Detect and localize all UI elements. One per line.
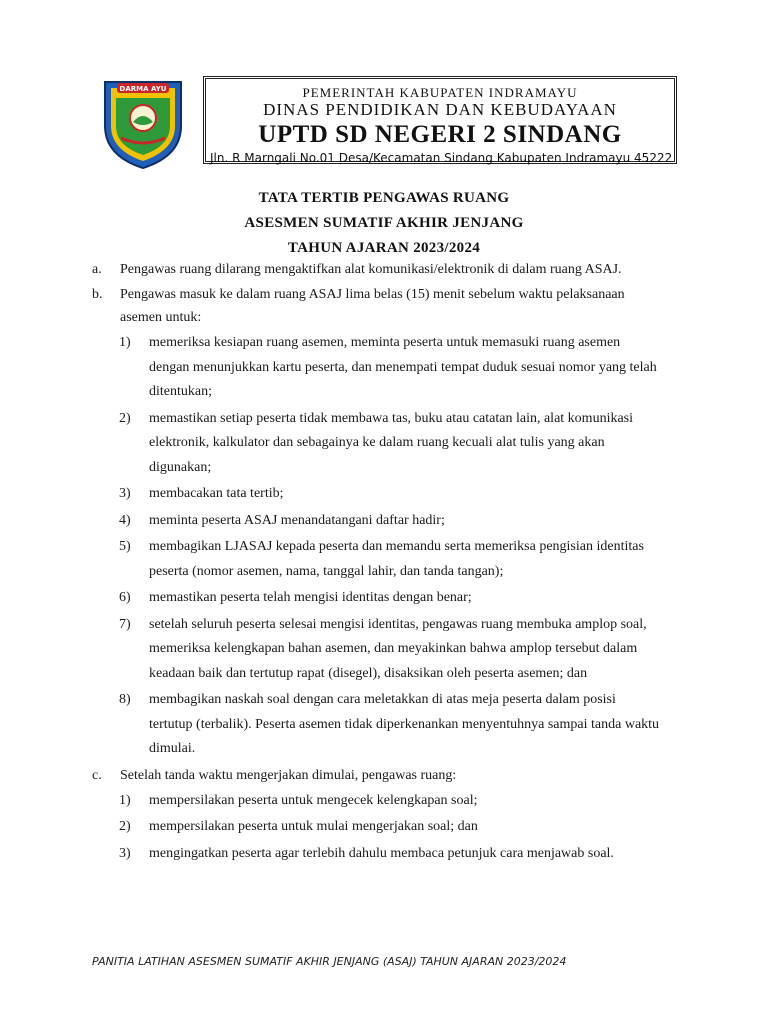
item-number: 5) xyxy=(119,539,131,554)
rule-item xyxy=(92,688,662,762)
item-number: 8) xyxy=(119,692,131,707)
item-text: memastikan peserta telah mengisi identitas dengan benar; xyxy=(149,590,472,605)
item-number: 4) xyxy=(119,512,131,528)
item-text: setelah seluruh peserta selesai mengisi identitas, pengawas ruang membuka amplop soal, memeriksa kelengkapan bahan asemen, dan meyakinkan bahwa amplop tersebut dalam keadaan baik dan tertutup rapat (disegel), disaksikan oleh peserta asemen; dan xyxy=(149,616,647,681)
item-number: 2) xyxy=(119,410,131,426)
item-number: 6) xyxy=(119,590,131,605)
footer-text: PANITIA LATIHAN ASESMEN SUMATIF AKHIR JENJANG (ASAJ) TAHUN AJARAN 2023/2024 xyxy=(92,955,567,968)
letterhead-text-box xyxy=(203,76,677,164)
government-name: PEMERINTAH KABUPATEN INDRAMAYU xyxy=(302,85,578,100)
section-text: Pengawas masuk ke dalam ruang ASAJ lima belas (15) menit sebelum waktu pelaksanaan asemen untuk: xyxy=(120,287,625,325)
document-title xyxy=(0,186,768,261)
item-text: membagikan naskah soal dengan cara meletakkan di atas meja peserta dalam posisi tertutup (terbalik). Peserta asemen tidak diperkenankan menyentuhnya sampai tanda waktu dimulai. xyxy=(149,692,660,756)
item-number: 3) xyxy=(119,486,131,501)
rule-item xyxy=(92,789,662,814)
section-label: c. xyxy=(92,767,102,783)
item-text: mempersilakan peserta untuk mulai mengerjakan soal; dan xyxy=(149,819,478,834)
item-number: 3) xyxy=(119,845,131,861)
section-label: b. xyxy=(92,287,103,302)
regency-emblem-icon xyxy=(95,74,191,170)
title-line-2: ASESMEN SUMATIF AKHIR JENJANG xyxy=(244,215,524,231)
rule-item xyxy=(92,331,662,405)
item-text: memeriksa kesiapan ruang asemen, meminta peserta untuk memasuki ruang asemen dengan menunjukkan kartu peserta, dan menempati tempat duduk sesuai nomor yang telah ditentukan; xyxy=(149,335,657,399)
rule-section xyxy=(92,258,662,281)
rule-item xyxy=(92,842,662,867)
item-number: 2) xyxy=(119,819,131,834)
item-number: 7) xyxy=(119,616,131,632)
item-text: membacakan tata tertib; xyxy=(149,486,284,501)
rule-section xyxy=(92,764,662,787)
item-text: meminta peserta ASAJ menandatangani daftar hadir; xyxy=(149,512,445,528)
item-number: 1) xyxy=(119,792,131,808)
item-text: membagikan LJASAJ kepada peserta dan memandu serta memeriksa pengisian identitas peserta (nomor asemen, nama, tanggal lahir, dan tanda tangan); xyxy=(149,539,644,579)
section-label: a. xyxy=(92,262,102,277)
rule-item xyxy=(92,535,662,584)
agency-name: DINAS PENDIDIKAN DAN KEBUDAYAAN xyxy=(263,100,617,119)
item-text: memastikan setiap peserta tidak membawa tas, buku atau catatan lain, alat komunikasi elektronik, kalkulator dan sebagainya ke dalam ruang kecuali alat tulis yang akan digunakan; xyxy=(149,410,634,475)
rule-item xyxy=(92,613,662,687)
rule-item xyxy=(92,407,662,481)
rules-list xyxy=(92,258,662,868)
school-address: Jln. R Marngali No.01 Desa/Kecamatan Sindang Kabupaten Indramayu 45222 xyxy=(210,151,673,165)
logo-text: DARMA AYU xyxy=(119,85,167,93)
rule-item xyxy=(92,509,662,534)
title-line-3: TAHUN AJARAN 2023/2024 xyxy=(287,240,481,256)
school-name: UPTD SD NEGERI 2 SINDANG xyxy=(258,121,622,148)
rule-item xyxy=(92,482,662,507)
rule-item xyxy=(92,815,662,840)
section-text: Pengawas ruang dilarang mengaktifkan alat komunikasi/elektronik di dalam ruang ASAJ. xyxy=(120,262,622,277)
letterhead xyxy=(95,72,680,172)
item-number: 1) xyxy=(119,335,131,350)
rule-section xyxy=(92,283,662,329)
title-line-1: TATA TERTIB PENGAWAS RUANG xyxy=(258,190,510,206)
item-text: mengingatkan peserta agar terlebih dahulu membaca petunjuk cara menjawab soal. xyxy=(149,845,614,861)
rule-item xyxy=(92,586,662,611)
item-text: mempersilakan peserta untuk mengecek kelengkapan soal; xyxy=(149,792,478,808)
section-text: Setelah tanda waktu mengerjakan dimulai, pengawas ruang: xyxy=(120,767,457,783)
